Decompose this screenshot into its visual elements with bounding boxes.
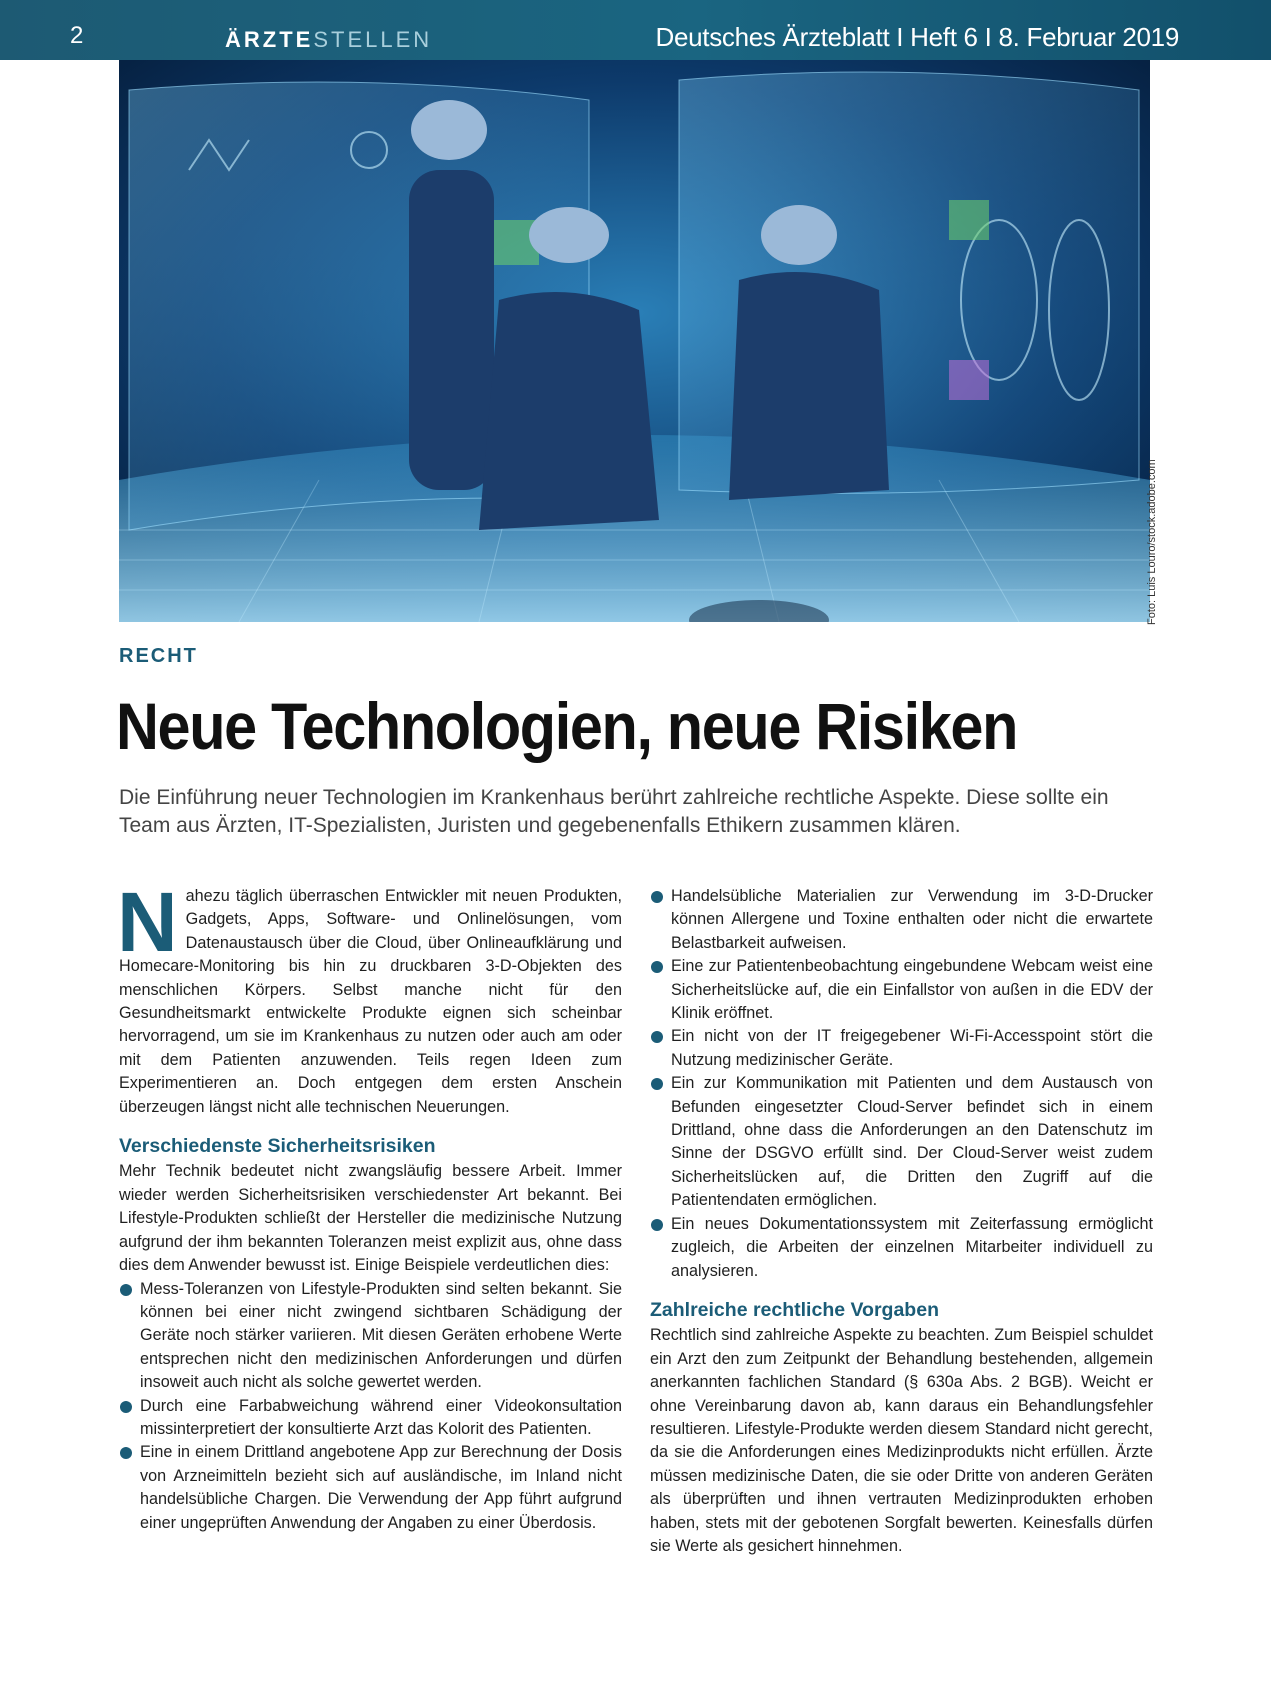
section-logo-part1: ÄRZTE — [225, 27, 314, 52]
page-header-bar — [0, 0, 1271, 60]
bullet-icon — [120, 1447, 132, 1459]
list-item — [119, 1278, 622, 1395]
list-item — [650, 885, 1153, 955]
list-item-text: Durch eine Farbabweichung während einer Videokonsultation missinterpretiert der konsultierte Arzt das Kolorit des Patienten. — [140, 1396, 622, 1438]
article-column-right — [650, 885, 1153, 1558]
journal-issue-line: Deutsches Ärzteblatt I Heft 6 I 8. Februar 2019 — [655, 22, 1179, 52]
article-rubric: RECHT — [119, 645, 198, 667]
bullet-list-left — [119, 1278, 622, 1535]
hero-photo-illustration — [119, 60, 1150, 622]
article-headline: Neue Technologien, neue Risiken — [116, 689, 1018, 763]
article-column-left — [117, 875, 622, 1535]
list-item-text: Mess-Toleranzen von Lifestyle-Produkten sind selten bekannt. Sie können bei einer nicht zwingend sichtbaren Schädigung der Geräte noch stärker variieren. Mit diesen Geräten erhobene Werte entsprechen nicht den medizinischen Anforderungen und dürfen insoweit auch nicht als solche gewertet werden. — [140, 1279, 622, 1392]
bullet-icon — [651, 1219, 663, 1231]
paragraph-legal-requirements: Rechtlich sind zahlreiche Aspekte zu beachten. Zum Beispiel schuldet ein Arzt den zum Zeitpunkt der Behandlung bestehenden, allgemein anerkannten fachlichen Standard (§ 630a Abs. 2 BGB). Weicht er ohne Vereinbarung davon ab, kann daraus ein Behandlungsfehler resultieren. Lifestyle-Produkte werden diesem Standard nicht gerecht, da sie die Anforderungen eines Medizinprodukts nicht erfüllen. Ärzte müssen medizinische Daten, die sie oder Dritte von anderen Geräten als überprüften und ihnen vertrauten Medizinprodukten erhoben haben, stets mit der gebotenen Sorgfalt bewerten. Keinesfalls dürfen sie Werte als gesichert hinnehmen. — [650, 1326, 1153, 1555]
list-item-text: Eine zur Patientenbeobachtung eingebundene Webcam weist eine Sicherheitslücke auf, die ein Einfallstor von außen in die EDV der Klinik eröffnet. — [671, 957, 1153, 1023]
article-lead: Die Einführung neuer Technologien im Krankenhaus berührt zahlreiche rechtliche Aspekte. Diese sollte ein Team aus Ärzten, IT-Spezialisten, Juristen und gegebenenfalls Ethikern zusammen klären. — [119, 786, 1109, 837]
section-logo — [225, 27, 432, 53]
list-item — [650, 1213, 1153, 1283]
list-item — [119, 1441, 622, 1535]
list-item-text: Handelsübliche Materialien zur Verwendung im 3-D-Drucker können Allergene und Toxine enthalten oder nicht die erwartete Belastbarkeit aufweisen. — [671, 887, 1153, 952]
bullet-icon — [651, 1078, 663, 1090]
bullet-icon — [120, 1284, 132, 1296]
intro-text: ahezu täglich überraschen Entwickler mit neuen Produkten, Gadgets, Apps, Software- und Onlinelösungen, vom Datenaustausch über die Cloud, über Onlineaufklärung und Homecare-Monitoring bis hin zu druckbaren 3-D-Objekten des menschlichen Körpers. Selbst manche nicht für den Gesundheitsmarkt entwickelte Produkte eignen sich scheinbar hervorragend, um sie im Krankenhaus zu nutzen oder auch am oder mit dem Patienten anzuwenden. Teils regen Ideen zum Experimentieren an. Doch entgegen dem ersten Anschein überzeugen längst nicht alle technischen Neuerungen. — [119, 887, 622, 1116]
bullet-icon — [651, 891, 663, 903]
section-logo-part2: STELLEN — [313, 27, 433, 52]
photo-credit: Foto: Luis Louro/stock.adobe.com — [1146, 459, 1158, 625]
bullet-list-right — [650, 885, 1153, 1283]
list-item-text: Ein nicht von der IT freigegebener Wi-Fi-Accesspoint stört die Nutzung medizinischer Geräte. — [671, 1027, 1153, 1069]
list-item — [650, 955, 1153, 1025]
page-number: 2 — [70, 22, 84, 49]
list-item — [119, 1395, 622, 1442]
bullet-icon — [651, 1031, 663, 1043]
bullet-icon — [120, 1401, 132, 1413]
bullet-icon — [651, 961, 663, 973]
intro-paragraph — [117, 875, 622, 1119]
subheading-legal-requirements: Zahlreiche rechtliche Vorgaben — [650, 1298, 939, 1321]
hero-photo — [119, 60, 1150, 622]
subheading-security-risks: Verschiedenste Sicherheitsrisiken — [119, 1135, 436, 1158]
list-item — [650, 1072, 1153, 1212]
list-item-text: Ein neues Dokumentationssystem mit Zeiterfassung ermöglicht zugleich, die Arbeiten der einzelnen Mitarbeiter individuell zu analysieren. — [671, 1214, 1153, 1280]
dropcap: N — [117, 875, 178, 969]
list-item — [650, 1025, 1153, 1072]
paragraph-security-risks: Mehr Technik bedeutet nicht zwangsläufig bessere Arbeit. Immer wieder werden Sicherheitsrisiken verschiedenster Art bekannt. Bei Lifestyle-Produkten schließt der Hersteller die medizinische Nutzung aufgrund der ihm bekannten Toleranzen meist explizit aus, ohne dass dies dem Anwender bewusst ist. Einige Beispiele verdeutlichen dies: — [119, 1162, 622, 1275]
list-item-text: Eine in einem Drittland angebotene App zur Berechnung der Dosis von Arzneimitteln bezieht sich auf ausländische, im Inland nicht handelsübliche Chargen. Die Verwendung der App führt aufgrund einer ungeprüften Anwendung der Angaben zu einer Überdosis. — [140, 1443, 622, 1532]
list-item-text: Ein zur Kommunikation mit Patienten und dem Austausch von Befunden eingesetzter Cloud-Server befindet sich in einem Drittland, ohne dass die Anforderungen an den Datenschutz im Sinne der DSGVO erfüllt sind. Der Cloud-Server weist zudem Sicherheitslücken auf, die Dritten den Zugriff auf die Patientendaten ermöglichen. — [671, 1074, 1153, 1210]
